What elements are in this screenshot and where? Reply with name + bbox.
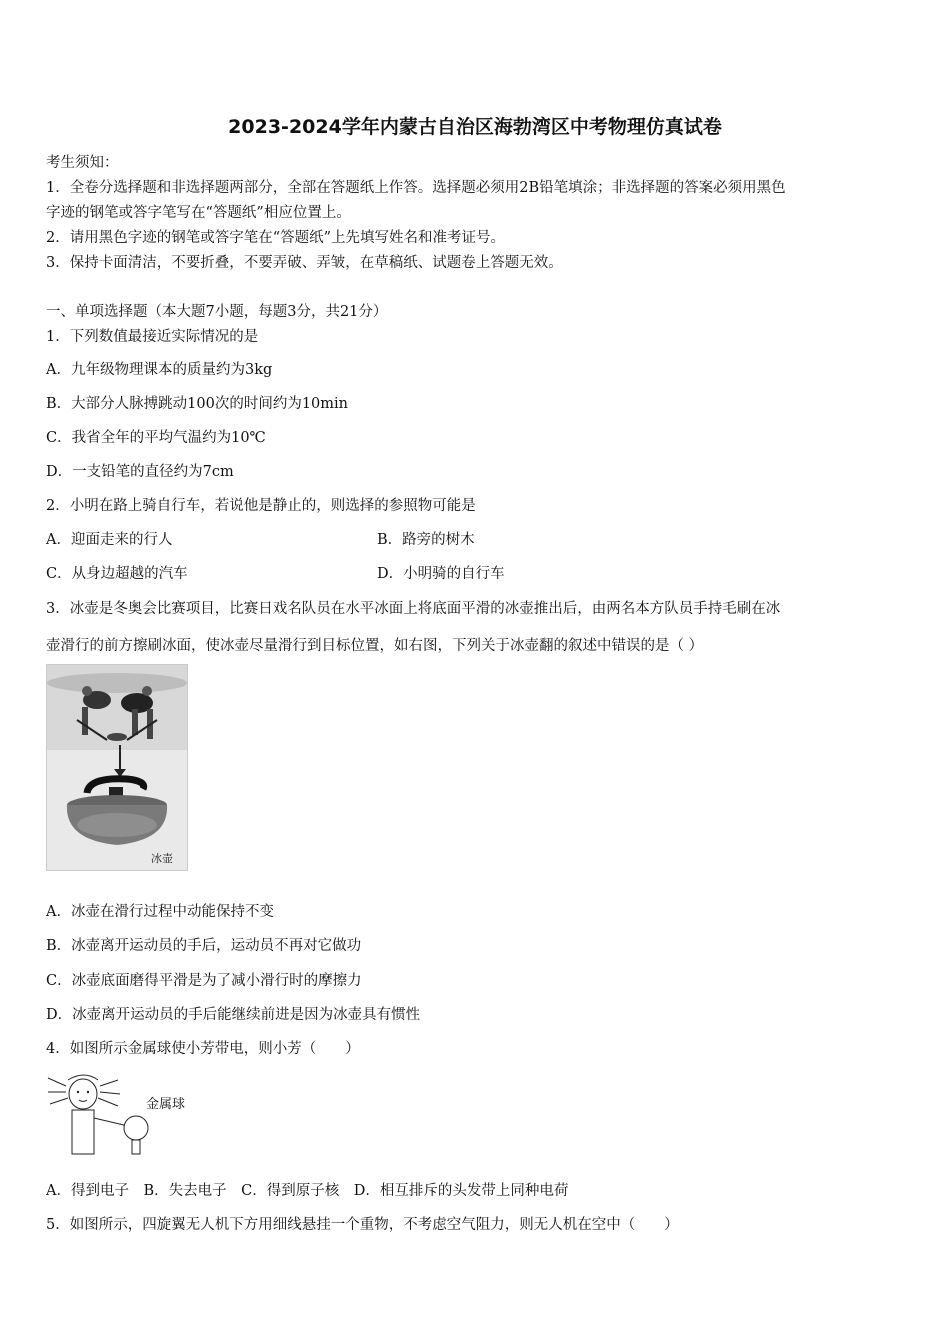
question-1-option-c: C．我省全年的平均气温约为10℃ bbox=[46, 430, 266, 446]
notice-item: 1．全卷分选择题和非选择题两部分，全部在答题纸上作答。选择题必须用2B铅笔填涂；非选择题的答案必须用黑色 bbox=[46, 180, 786, 196]
notice-item: 2．请用黑色字迹的钢笔或答字笔在“答题纸”上先填写姓名和准考证号。 bbox=[46, 230, 506, 246]
curling-figure bbox=[46, 664, 188, 871]
question-2-stem: 2．小明在路上骑自行车，若说他是静止的，则选择的参照物可能是 bbox=[46, 498, 476, 514]
question-4-options: A．得到电子 B．失去电子 C．得到原子核 D．相互排斥的头发带上同种电荷 bbox=[46, 1183, 569, 1199]
question-3-option-d: D．冰壶离开运动员的手后能继续前进是因为冰壶具有惯性 bbox=[46, 1007, 421, 1023]
question-2-option-c: C．从身边超越的汽车 bbox=[46, 566, 188, 582]
page-title: 2023-2024学年内蒙古自治区海勃湾区中考物理仿真试卷 bbox=[228, 116, 722, 138]
question-1-stem: 1．下列数值最接近实际情况的是 bbox=[46, 329, 259, 345]
section-heading: 一、单项选择题（本大题7小题，每题3分，共21分） bbox=[46, 304, 388, 320]
question-4-stem: 4．如图所示金属球使小芳带电，则小芳（ ） bbox=[46, 1041, 360, 1057]
question-3-option-b: B．冰壶离开运动员的手后，运动员不再对它做功 bbox=[46, 938, 362, 954]
notice-heading: 考生须知： bbox=[46, 155, 119, 171]
question-2-option-d: D．小明骑的自行车 bbox=[377, 566, 505, 582]
question-3-stem-line1: 3．冰壶是冬奥会比赛项目，比赛日戏名队员在水平冰面上将底面平滑的冰壶推出后，由两名本方队员手持毛刷在冰 bbox=[46, 601, 781, 617]
notice-item: 3．保持卡面清洁，不要折叠，不要弄破、弄皱，在草稿纸、试题卷上答题无效。 bbox=[46, 255, 563, 271]
question-1-option-a: A．九年级物理课本的质量约为3kg bbox=[46, 362, 273, 378]
notice-item: 字迹的钢笔或答字笔写在“答题纸”相应位置上。 bbox=[46, 205, 351, 221]
curling-figure-label: 冰壶 bbox=[151, 852, 173, 865]
metal-ball-label: 金属球 bbox=[146, 1097, 186, 1112]
question-3-stem-line2: 壶滑行的前方擦刷冰面，使冰壶尽量滑行到目标位置，如右图，下列关于冰壶翻的叙述中错误的是（ ） bbox=[46, 638, 704, 654]
question-5-stem: 5．如图所示，四旋翼无人机下方用细线悬挂一个重物，不考虑空气阻力，则无人机在空中（ ） bbox=[46, 1217, 679, 1233]
question-3-option-c: C．冰壶底面磨得平滑是为了减小滑行时的摩擦力 bbox=[46, 973, 362, 989]
question-1-option-b: B．大部分人脉搏跳动100次的时间约为10min bbox=[46, 396, 349, 412]
question-2-option-b: B．路旁的树木 bbox=[377, 532, 475, 548]
question-2-option-a: A．迎面走来的行人 bbox=[46, 532, 173, 548]
question-3-option-a: A．冰壶在滑行过程中动能保持不变 bbox=[46, 904, 274, 920]
metal-ball-figure bbox=[46, 1072, 206, 1158]
question-1-option-d: D．一支铅笔的直径约为7cm bbox=[46, 464, 234, 480]
